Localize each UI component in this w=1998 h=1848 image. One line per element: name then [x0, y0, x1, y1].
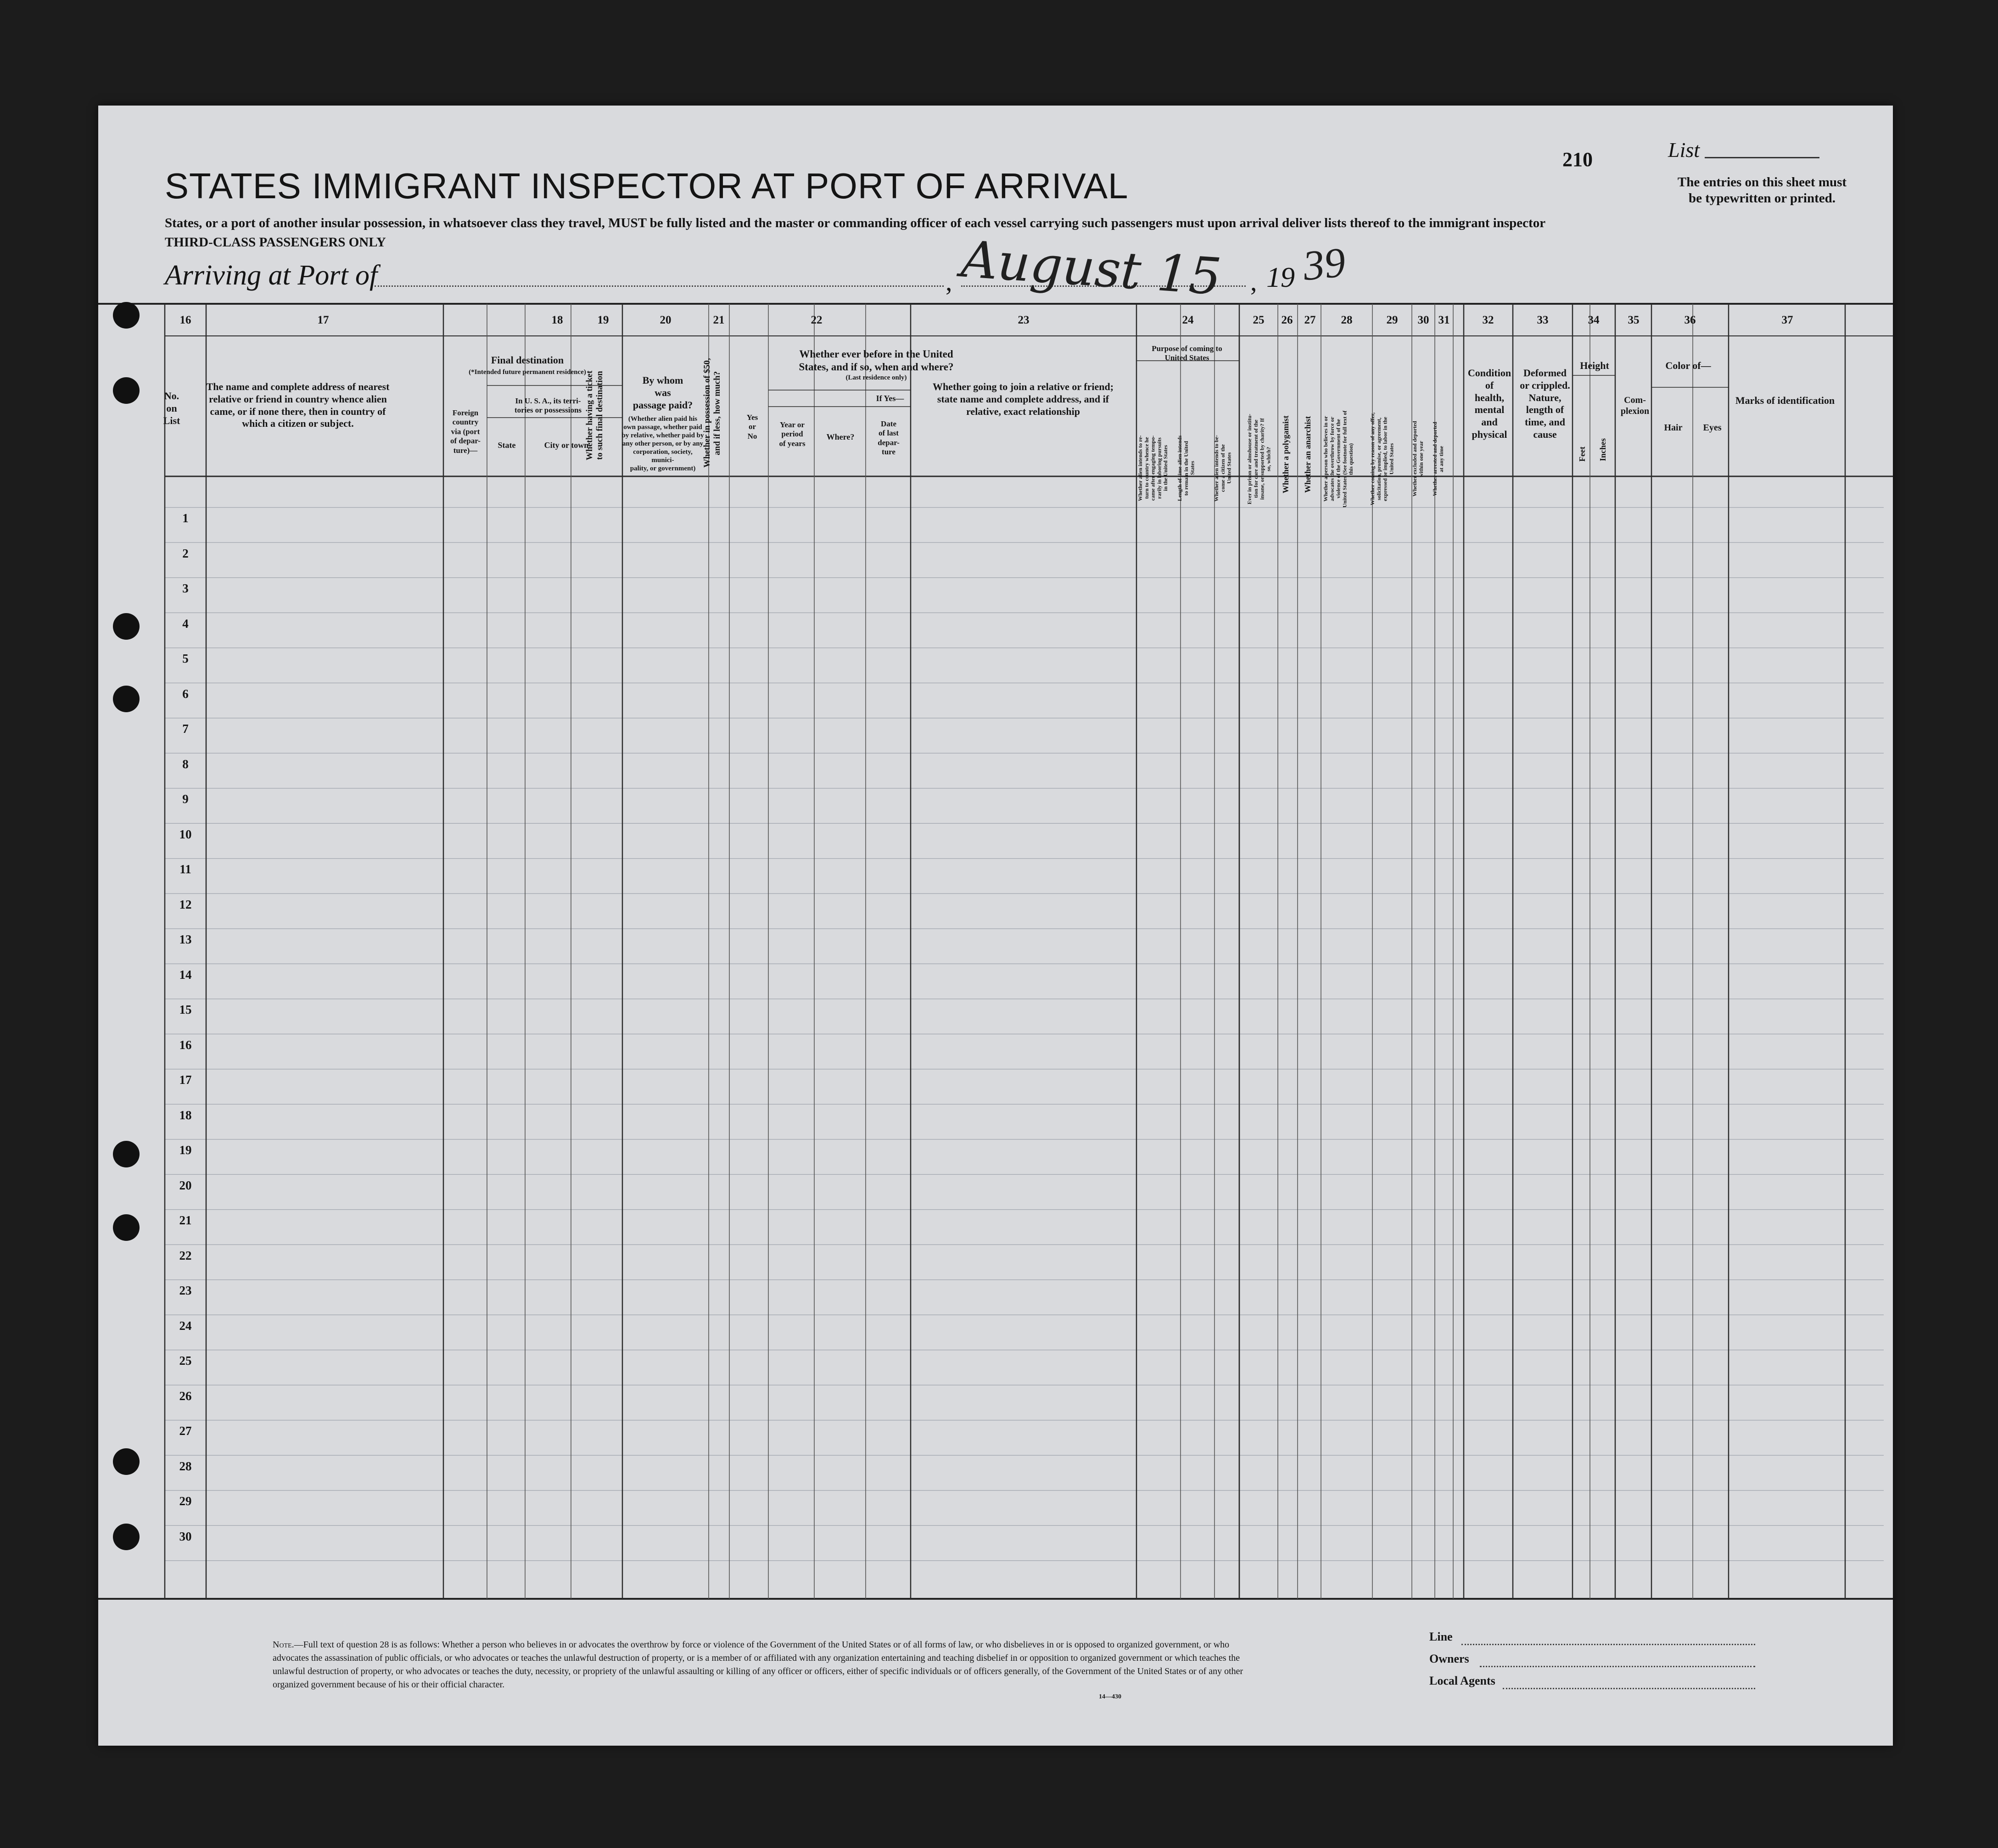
header-date-last-departure: Date of last depar- ture — [878, 419, 900, 457]
header-feet: Feet — [1578, 447, 1587, 462]
header-complexion: Com- plexion — [1620, 395, 1650, 417]
header-city-or-town: City or town — [544, 441, 589, 450]
row-number-13: 13 — [179, 932, 192, 946]
row-number-15: 15 — [179, 1003, 192, 1016]
column-number-25: 25 — [1253, 314, 1265, 326]
column-number-20: 20 — [660, 314, 672, 326]
header-height: Height — [1580, 360, 1609, 371]
column-number-19: 19 — [597, 314, 609, 326]
header-where: Where? — [826, 432, 855, 441]
header-ticket: Whether having a ticket to such final destination — [585, 370, 604, 460]
row-number-6: 6 — [182, 687, 189, 701]
binder-hole — [113, 302, 140, 329]
column-number-24: 24 — [1182, 314, 1194, 326]
header-ever-before-us: Whether ever before in the United States, and if so, when and where? — [799, 348, 954, 373]
column-number-21: 21 — [713, 314, 725, 326]
row-number-20: 20 — [179, 1178, 192, 1192]
row-number-26: 26 — [179, 1389, 192, 1403]
header-yes-or-no: Yes or No — [746, 413, 758, 441]
header-arrested-deported: Whether arrested and deported at any time — [1432, 422, 1444, 496]
binder-hole — [113, 686, 140, 712]
local-agents-label: Local Agents — [1429, 1674, 1495, 1687]
row-number-5: 5 — [182, 652, 189, 665]
header-passage-paid-note: (Whether alien paid his own passage, whether paid by relative, whether paid by any other person, or by any corporation, society, munici- pality, or government) — [621, 415, 704, 472]
binder-hole — [113, 613, 140, 640]
line-field[interactable] — [1461, 1644, 1755, 1645]
header-overthrow: Whether a person who believes in or advocates the overthrow by force or violence of the Government of the United States (See footnote for full text of this question) — [1322, 410, 1354, 508]
column-number-35: 35 — [1628, 314, 1640, 326]
column-number-28: 28 — [1341, 314, 1353, 326]
column-number-31: 31 — [1438, 314, 1450, 326]
row-number-2: 2 — [182, 546, 189, 560]
form-instructions: States, or a port of another insular possession, in whatsoever class they travel, MUST be fully listed and the master or commanding officer of each vessel carrying such passengers must upon arrival deliver lists thereof to the immigrant inspector — [165, 216, 1546, 230]
column-number-36: 36 — [1684, 314, 1696, 326]
column-number-18: 18 — [551, 314, 563, 326]
row-number-9: 9 — [182, 792, 189, 806]
row-number-29: 29 — [179, 1494, 192, 1508]
header-if-yes: If Yes— — [876, 394, 904, 403]
column-number-30: 30 — [1417, 314, 1429, 326]
form-title: STATES IMMIGRANT INSPECTOR AT PORT OF ARRIVAL — [165, 166, 1129, 206]
header-purpose-length: Length of time alien intends to remain in the United States — [1176, 435, 1196, 501]
list-label: List — [1668, 138, 1700, 162]
passenger-class: THIRD-CLASS PASSENGERS ONLY — [165, 235, 386, 250]
column-number-16: 16 — [179, 314, 191, 326]
header-condition-health: Condition of health, mental and physical — [1467, 367, 1511, 441]
footer-note — [273, 1638, 1259, 1692]
row-number-21: 21 — [179, 1213, 192, 1227]
arriving-port-label: Arriving at Port of — [165, 260, 378, 291]
row-number-7: 7 — [182, 722, 189, 736]
arrival-date-handwritten: August 15 — [959, 229, 1223, 307]
column-number-17: 17 — [317, 314, 329, 326]
header-deformed-crippled: Deformed or crippled. Nature, length of time, and cause — [1520, 367, 1570, 441]
binder-hole — [113, 1141, 140, 1167]
column-number-23: 23 — [1018, 314, 1030, 326]
footer-note-lead: Note. — [273, 1640, 294, 1650]
header-purpose-citizen: Whether alien intends to be- come a citizen of the United States — [1213, 435, 1232, 502]
header-nearest-relative: The name and complete address of nearest relative or friend in country whence alien came, or if none there, then in country of which a citizen or subject. — [206, 381, 390, 430]
row-number-22: 22 — [179, 1248, 192, 1262]
year-suffix-handwritten: 39 — [1300, 238, 1348, 290]
row-number-14: 14 — [179, 967, 192, 982]
local-agents-field[interactable] — [1503, 1688, 1755, 1689]
column-number-22: 22 — [811, 314, 823, 326]
sheet-number: 210 — [1562, 148, 1593, 171]
header-passage-paid: By whom was passage paid? — [632, 374, 693, 411]
header-hair: Hair — [1664, 423, 1683, 433]
footer-note-text: —Full text of question 28 is as follows: Whether a person who believes in or advocates the overthrow by force or violence of the Government of the United States or of all forms of law, or who disbelieves in or is opposed to organized government, or who advocates the assassination of public officials, or who advocates or teaches the unlawful destruction of property, or is a member of or affiliated with any organization entertaining and teaching disbelief in or opposition to organized government or which teaches the unlawful destruction of property, or who advocates or teaches the duty, necessity, or propriety of the unlawful assaulting or killing of any officer or officers, either of specific individuals or of officers generally, of the Government of the United States or of any other organized government because of his or their official character. — [273, 1640, 1243, 1690]
header-final-destination-sub: (*Intended future permanent residence) — [469, 368, 586, 376]
header-polygamist: Whether a polygamist — [1281, 415, 1290, 493]
header-prison-almshouse: Ever in prison or almshouse or institu- tion for care and treatment of the insane, or supported by charity? If so, which? — [1246, 413, 1272, 504]
header-anarchist: Whether an anarchist — [1303, 416, 1312, 493]
year-prefix: 19 — [1266, 262, 1295, 293]
row-number-3: 3 — [182, 581, 189, 595]
row-number-11: 11 — [179, 862, 191, 876]
row-number-24: 24 — [179, 1318, 192, 1333]
header-foreign-country: Foreign country via (port of depar- ture)— — [450, 408, 481, 455]
line-label: Line — [1429, 1630, 1453, 1643]
row-number-16: 16 — [179, 1038, 192, 1052]
typewritten-note: The entries on this sheet must be typewritten or printed. — [1677, 175, 1847, 206]
header-possession-50: Whether in possession of $50, and if less, how much? — [702, 358, 722, 468]
owners-field[interactable] — [1480, 1666, 1755, 1667]
separator-comma: , — [946, 267, 952, 296]
column-number-34: 34 — [1588, 314, 1600, 326]
row-number-10: 10 — [179, 827, 192, 841]
column-number-37: 37 — [1781, 314, 1793, 326]
row-number-12: 12 — [179, 897, 192, 911]
header-marks-identification: Marks of identification — [1735, 395, 1835, 406]
column-number-32: 32 — [1482, 314, 1494, 326]
row-number-4: 4 — [182, 616, 189, 631]
row-number-28: 28 — [179, 1459, 192, 1473]
row-number-17: 17 — [179, 1073, 192, 1087]
header-eyes: Eyes — [1703, 423, 1722, 433]
column-number-27: 27 — [1304, 314, 1316, 326]
header-purpose: Purpose of coming to United States — [1152, 344, 1222, 363]
header-labor-offer: Whether coming by reason of any offer, solicitation, promise, or agreement, expressed or implied, to labor in the United States — [1369, 412, 1395, 506]
row-number-1: 1 — [182, 511, 189, 525]
row-number-19: 19 — [179, 1143, 192, 1157]
header-no-on-list: No. on List — [163, 390, 180, 426]
header-excluded-deported: Whether excluded and deported within one year — [1411, 421, 1424, 497]
header-state: State — [498, 441, 516, 450]
binder-hole — [113, 1448, 140, 1475]
row-number-25: 25 — [179, 1354, 192, 1368]
row-number-8: 8 — [182, 757, 189, 771]
binder-hole — [113, 377, 140, 404]
header-inches: Inches — [1598, 438, 1607, 462]
column-number-26: 26 — [1281, 314, 1293, 326]
header-going-to-join: Whether going to join a relative or friend; state name and complete address, and if relative, exact relationship — [932, 381, 1114, 417]
row-number-27: 27 — [179, 1424, 192, 1438]
manifest-sheet — [98, 106, 1893, 1746]
header-purpose-return: Whether alien intends to re- turn to country whence he came after engaging tempo- rarily in laboring pursuits in the United States — [1137, 435, 1169, 501]
header-final-destination: Final destination — [491, 354, 564, 366]
binder-hole — [113, 1214, 140, 1241]
header-last-residence: (Last residence only) — [845, 374, 907, 381]
column-number-29: 29 — [1386, 314, 1398, 326]
header-in-usa: In U. S. A., its terri- tories or possessions — [514, 396, 582, 415]
binder-hole — [113, 1524, 140, 1550]
separator-comma: , — [1250, 267, 1257, 296]
row-number-18: 18 — [179, 1108, 192, 1122]
owners-label: Owners — [1429, 1652, 1469, 1665]
form-code: 14—430 — [1099, 1693, 1121, 1700]
header-year-or-period: Year or period of years — [779, 420, 806, 448]
row-number-30: 30 — [179, 1529, 192, 1543]
header-color-of: Color of— — [1665, 360, 1711, 371]
row-number-23: 23 — [179, 1284, 192, 1297]
column-number-33: 33 — [1537, 314, 1549, 326]
